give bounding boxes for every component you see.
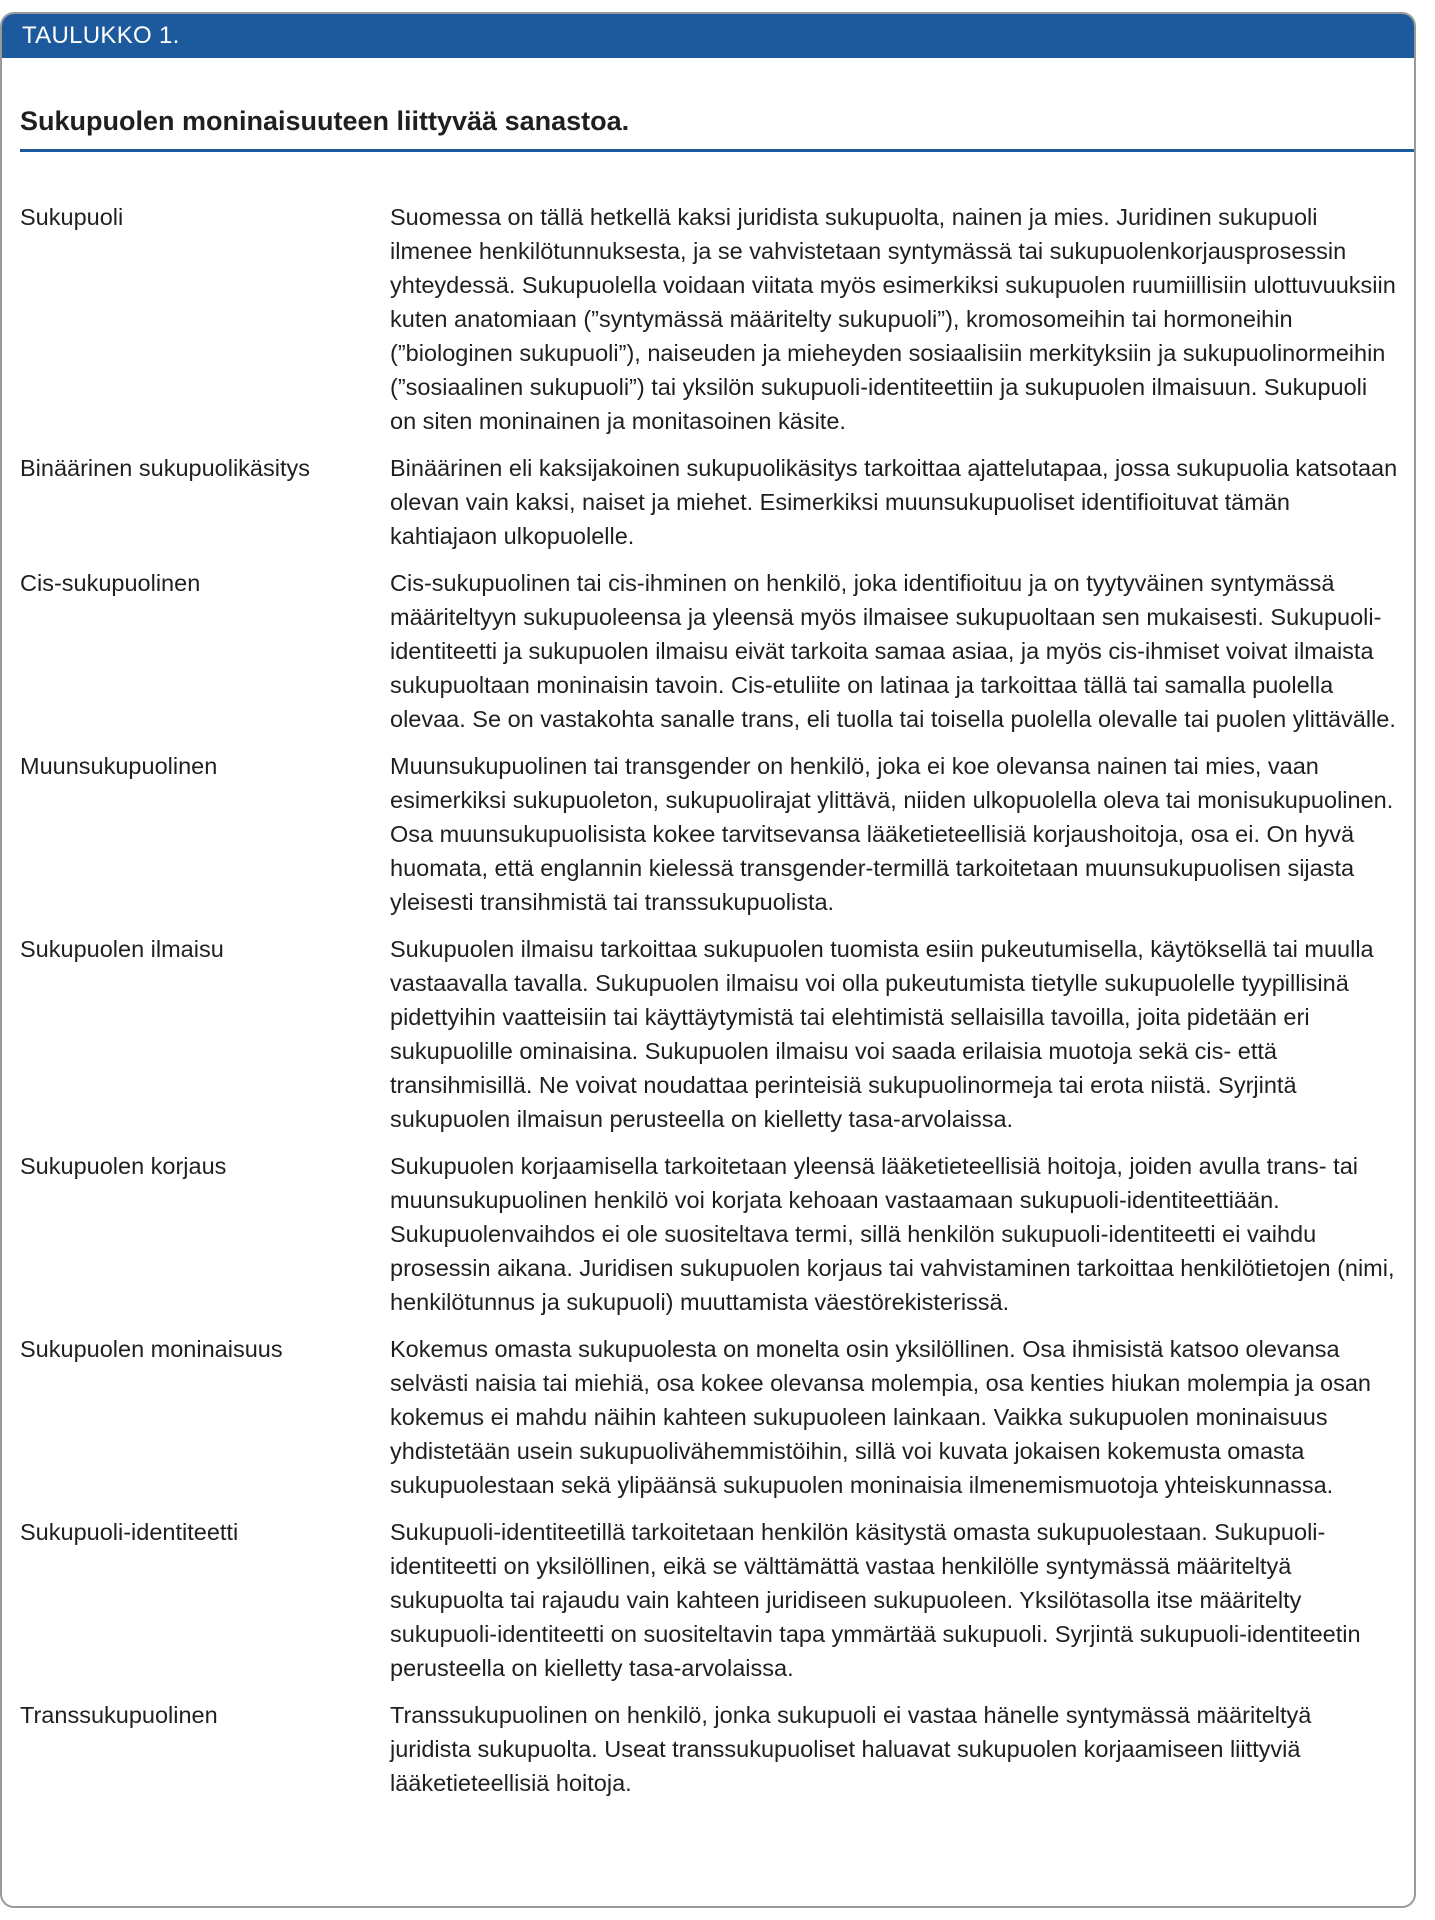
term-definition: Binäärinen eli kaksijakoinen sukupuolikäsitys tarkoittaa ajattelutapaa, jossa sukupuolia katsotaan olevan vain kaksi, naiset ja miehet. Esimerkiksi muunsukupuoliset identifioituvat tämän kahtiajaon ulkopuolelle.	[390, 455, 1398, 549]
term-name: Transsukupuolinen	[20, 1702, 218, 1728]
terms-list	[20, 200, 1398, 1813]
term-row	[20, 451, 1398, 553]
term-definition: Sukupuolen ilmaisu tarkoittaa sukupuolen tuomista esiin pukeutumisella, käytöksellä tai muulla vastaavalla tavalla. Sukupuolen ilmaisu voi olla pukeutumista tietylle sukupuolelle tyypillisinä pidettyihin vaatteisiin tai käyttäytymistä tai elehtimistä sellaisilla tavoilla, joita pidetään eri sukupuolille ominaisina. Sukupuolen ilmaisu voi saada erilaisia muotoja sekä cis- että transihmisillä. Ne voivat noudattaa perinteisiä sukupuolinormeja tai erota niistä. Syrjintä sukupuolen ilmaisun perusteella on kielletty tasa-arvolaissa.	[390, 936, 1374, 1132]
term-definition: Sukupuoli-identiteetillä tarkoitetaan henkilön käsitystä omasta sukupuolestaan. Sukupuoli-identiteetti on yksilöllinen, eikä se välttämättä vastaa henkilölle syntymässä määriteltyä sukupuolta tai rajaudu vain kahteen juridiseen sukupuoleen. Yksilötasolla itse määritelty sukupuoli-identiteetti on suositeltavin tapa ymmärtää sukupuoli. Syrjintä sukupuoli-identiteetin perusteella on kielletty tasa-arvolaissa.	[390, 1519, 1361, 1681]
term-row	[20, 1698, 1398, 1800]
table-title: Sukupuolen moninaisuuteen liittyvää sanastoa.	[20, 106, 630, 136]
term-name: Cis-sukupuolinen	[20, 570, 201, 596]
term-definition: Muunsukupuolinen tai transgender on henkilö, joka ei koe olevansa nainen tai mies, vaan esimerkiksi sukupuoleton, sukupuolirajat ylittävä, niiden ulkopuolella oleva tai monisukupuolinen. Osa muunsukupuolisista kokee tarvitsevansa lääketieteellisiä korjaushoitoja, osa ei. On hyvä huomata, että englannin kielessä transgender-termillä tarkoitetaan muunsukupuolisen sijasta yleisesti transihmistä tai transsukupuolista.	[390, 753, 1394, 915]
term-row	[20, 932, 1398, 1136]
term-name: Muunsukupuolinen	[20, 753, 218, 779]
term-row	[20, 1149, 1398, 1319]
term-name: Sukupuoli	[20, 204, 124, 230]
term-row	[20, 749, 1398, 919]
term-definition: Kokemus omasta sukupuolesta on monelta osin yksilöllinen. Osa ihmisistä katsoo olevansa selvästi naisia tai miehiä, osa kokee olevansa molempia, osa kenties hiukan molempia ja osan kokemus ei mahdu näihin kahteen sukupuoleen lainkaan. Vaikka sukupuolen moninaisuus yhdistetään usein sukupuolivähemmistöihin, sillä voi kuvata jokaisen kokemusta omasta sukupuolestaan sekä ylipäänsä sukupuolen moninaisia ilmenemismuotoja yhteiskunnassa.	[390, 1336, 1371, 1498]
term-row	[20, 1332, 1398, 1502]
term-name: Sukupuoli-identiteetti	[20, 1519, 239, 1545]
term-row	[20, 200, 1398, 438]
term-name: Sukupuolen ilmaisu	[20, 936, 224, 962]
term-definition: Transsukupuolinen on henkilö, jonka sukupuoli ei vastaa hänelle syntymässä määriteltyä juridista sukupuolta. Useat transsukupuoliset haluavat sukupuolen korjaamiseen liittyviä lääketieteellisiä hoitoja.	[390, 1702, 1312, 1796]
term-definition: Sukupuolen korjaamisella tarkoitetaan yleensä lääketieteellisiä hoitoja, joiden avulla trans- tai muunsukupuolinen henkilö voi korjata kehoaan vastaamaan sukupuoli-identiteettiään. Sukupuolenvaihdos ei ole suositeltava termi, sillä henkilön sukupuoli-identiteetti ei vaihdu prosessin aikana. Juridisen sukupuolen korjaus tai vahvistaminen tarkoittaa henkilötietojen (nimi, henkilötunnus ja sukupuoli) muuttamista väestörekisterissä.	[390, 1153, 1395, 1315]
term-name: Sukupuolen korjaus	[20, 1153, 227, 1179]
title-divider	[20, 149, 1416, 152]
term-row	[20, 1515, 1398, 1685]
term-definition: Suomessa on tällä hetkellä kaksi juridista sukupuolta, nainen ja mies. Juridinen sukupuoli ilmenee henkilötunnuksesta, ja se vahvistetaan syntymässä tai sukupuolenkorjausprosessin yhteydessä. Sukupuolella voidaan viitata myös esimerkiksi sukupuolen ruumiillisiin ulottuvuuksiin kuten anatomiaan (”syntymässä määritelty sukupuoli”), kromosomeihin tai hormoneihin (”biologinen sukupuoli”), naiseuden ja mieheyden sosiaalisiin merkityksiin ja sukupuolinormeihin (”sosiaalinen sukupuoli”) tai yksilön sukupuoli-identiteettiin ja sukupuolen ilmaisuun. Sukupuoli on siten moninainen ja monitasoinen käsite.	[390, 204, 1396, 434]
term-name: Sukupuolen moninaisuus	[20, 1336, 283, 1362]
term-name: Binäärinen sukupuolikäsitys	[20, 455, 310, 481]
term-row	[20, 566, 1398, 736]
glossary-table	[0, 12, 1416, 1908]
term-definition: Cis-sukupuolinen tai cis-ihminen on henkilö, joka identifioituu ja on tyytyväinen syntymässä määriteltyyn sukupuoleensa ja yleensä myös ilmaisee sukupuoltaan sen mukaisesti. Sukupuoli-identiteetti ja sukupuolen ilmaisu eivät tarkoita samaa asiaa, ja myös cis-ihmiset voivat ilmaista sukupuoltaan moninaisin tavoin. Cis-etuliite on latinaa ja tarkoittaa tällä tai samalla puolella olevaa. Se on vastakohta sanalle trans, eli tuolla tai toisella puolella olevalle tai puolen ylittävälle.	[390, 570, 1396, 732]
table-label: TAULUKKO 1.	[2, 14, 1414, 58]
